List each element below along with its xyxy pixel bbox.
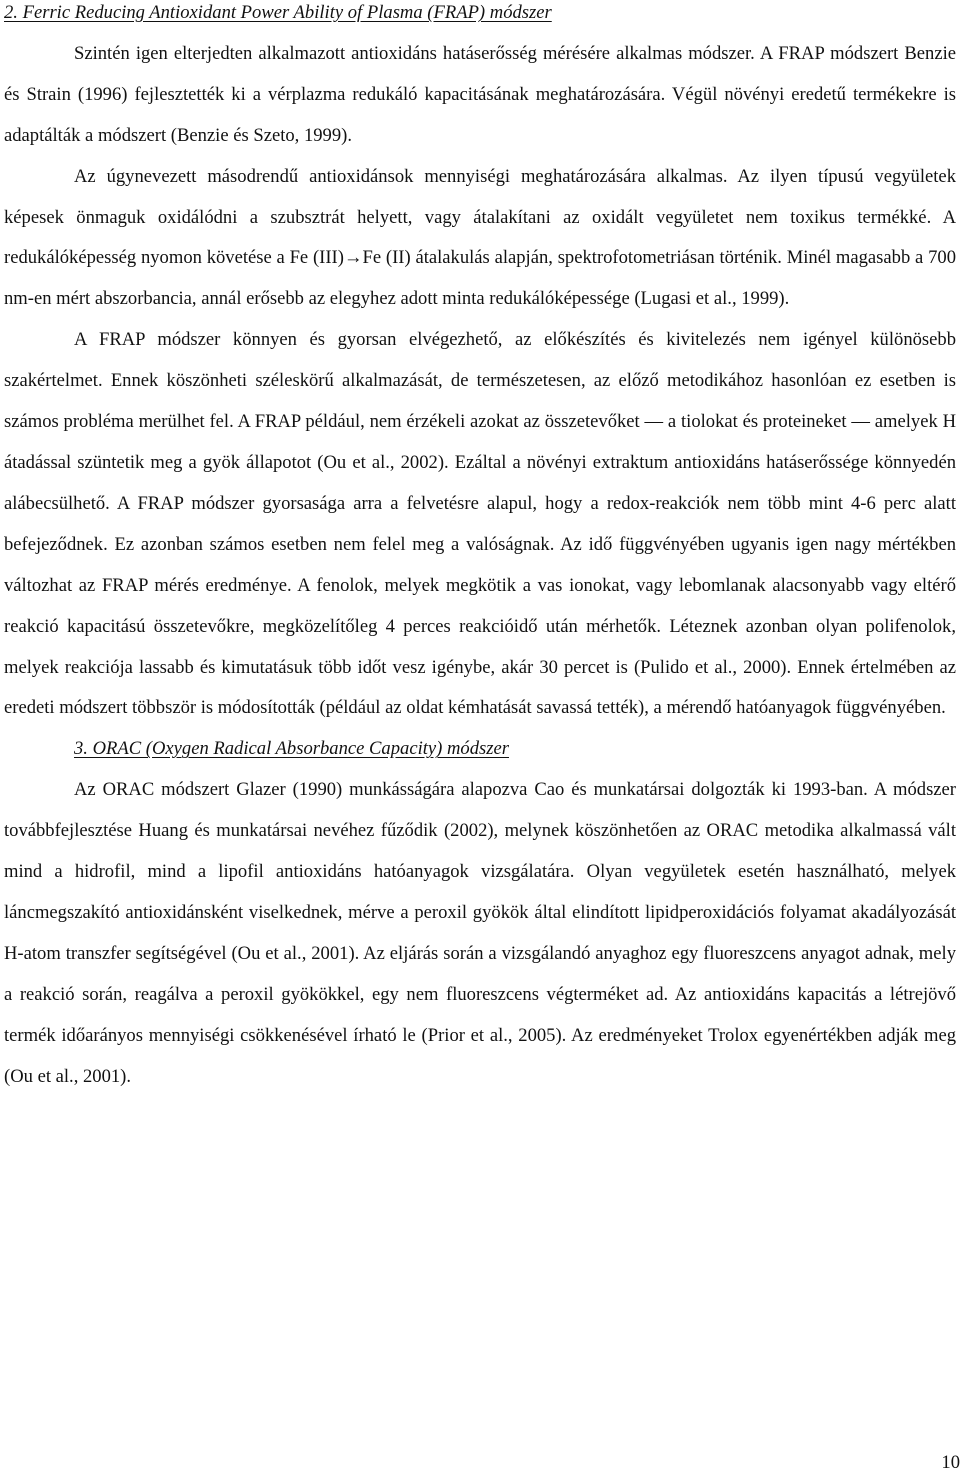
section-heading-frap: 2. Ferric Reducing Antioxidant Power Ability of Plasma (FRAP) módszer (4, 2, 552, 23)
page-number: 10 (941, 1452, 960, 1473)
paragraph-orac-description: Az ORAC módszert Glazer (1990) munkásságára alapozva Cao és munkatársai dolgozták ki 1993-ban. A módszer továbbfejlesztése Huang és munkatársai nevéhez fűződik (2002), melynek köszönhetően az ORAC metodika alkalmassá vált mind a hidrofil, mind a lipofil antioxidáns hatóanyagok vizsgálatára. Olyan vegyületek esetén használható, melyek láncmegszakító antioxidánsként viselkednek, mérve a peroxil gyökök által elindított lipidperoxidációs folyamat akadályozását H-atom transzfer segítségével (Ou et al., 2001). Az eljárás során a vizsgálandó anyaghoz egy fluoreszcens anyagot adnak, mely a reakció során, reagálva a peroxil gyökökkel, egy nem fluoreszcens végterméket ad. Az antioxidáns kapacitás a létrejövő termék időarányos mennyiségi csökkenésével írható le (Prior et al., 2005). Az eredményeket Trolox egyenértékben adják meg (Ou et al., 2001). (4, 779, 956, 1087)
paragraph-frap-limitations: A FRAP módszer könnyen és gyorsan elvégezhető, az előkészítés és kivitelezés nem igényel különösebb szakértelmet. Ennek köszönheti széleskörű alkalmazását, de természetesen, az előző metodikához hasonlóan ez esetben is számos probléma merülhet fel. A FRAP például, nem érzékeli azokat az összetevőket — a tiolokat és proteineket — amelyek H átadással szüntetik meg a gyök állapotot (Ou et al., 2002). Ezáltal a növényi extraktum antioxidáns hatáserőssége könnyedén alábecsülhető. A FRAP módszer gyorsasága arra a felvetésre alapul, hogy a redox-reakciók nem több mint 4-6 perc alatt befejeződnek. Ez azonban számos esetben nem felel meg a valóságnak. Az idő függvényében ugyanis igen nagy mértékben változhat az FRAP mérés eredménye. A fenolok, melyek megkötik a vas ionokat, vagy lebomlanak alacsonyabb vagy eltérő reakció kapacitású összetevőkre, megközelítőleg 4 perces reakcióidő után mérhetők. Léteznek azonban olyan polifenolok, melyek reakciója lassabb és kimutatásuk több időt vesz igénybe, akár 30 percet is (Pulido et al., 2000). Ennek értelmében az eredeti módszert többször is módosították (például az oldat kémhatását savassá tették), a mérendő hatóanyagok függvényében. (4, 329, 956, 719)
document-body (4, 0, 956, 1097)
paragraph-frap-principle: Az úgynevezett másodrendű antioxidánsok mennyiségi meghatározására alkalmas. Az ilyen típusú vegyületek képesek önmaguk oxidálódni a szubsztrát helyett, vagy átalakítani az oxidált vegyületet nem toxikus termékké. A redukálóképesség nyomon követése a Fe (III)→Fe (II) átalakulás alapján, spektrofotometriásan történik. Minél magasabb a 700 nm-en mért abszorbancia, annál erősebb az elegyhez adott minta redukálóképessége (Lugasi et al., 1999). (4, 165, 956, 310)
section-heading-orac: 3. ORAC (Oxygen Radical Absorbance Capacity) módszer (74, 738, 509, 760)
paragraph-frap-intro: Szintén igen elterjedten alkalmazott antioxidáns hatáserősség mérésére alkalmas módszer. A FRAP módszert Benzie és Strain (1996) fejlesztették ki a vérplazma redukáló kapacitásának meghatározására. Végül növényi eredetű termékekre is adaptálták a módszert (Benzie és Szeto, 1999). (4, 42, 956, 146)
